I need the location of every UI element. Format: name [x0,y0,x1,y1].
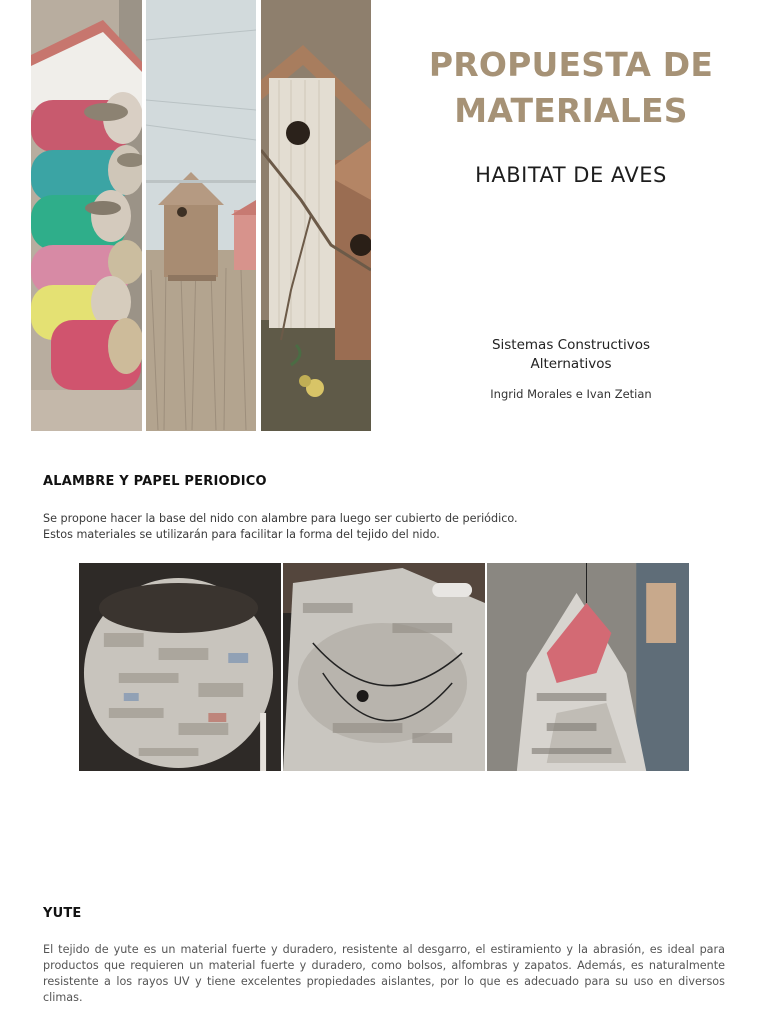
photo-newspaper-nest-1 [79,563,281,771]
photo-wooden-birdhouse-field [146,0,256,431]
page-subtitle: HABITAT DE AVES [475,163,667,187]
photo-newspaper-nest-3 [487,563,689,771]
photo-tin-can-birdhouses [31,0,142,431]
section-heading-alambre: ALAMBRE Y PAPEL PERIODICO [43,474,267,489]
section-heading-yute: YUTE [43,906,82,921]
course-line-1: Sistemas Constructivos [491,337,651,353]
section-body-alambre [43,511,725,543]
section-body-yute: El tejido de yute es un material fuerte y duradero, resistente al desgarro, el estiramiento y la abrasión, es ideal para productos que requieren un material fuerte y duradero, como bolsos, alfombras y zapatos. Además, es naturalmente resistente a los rayos UV y tiene excelentes propiedades aislantes, por lo que es adecuado para su uso en diversos climas. [43,943,725,1004]
section-body-line-2: Estos materiales se utilizarán para facilitar la forma del tejido del nido. [43,528,440,541]
newspaper-nest-photos [79,563,689,771]
page-title [400,42,742,134]
course-line-2: Alternativos [530,356,612,372]
section-body-line-1: Se propone hacer la base del nido con alambre para luego ser cubierto de periódico. [43,512,518,525]
course-name [450,336,692,374]
photo-white-birdhouse-branch [261,0,371,431]
title-line-2: MATERIALES [454,91,688,130]
photo-newspaper-nest-2 [283,563,485,771]
title-line-1: PROPUESTA DE [428,45,714,84]
authors: Ingrid Morales e Ivan Zetian [490,387,652,401]
